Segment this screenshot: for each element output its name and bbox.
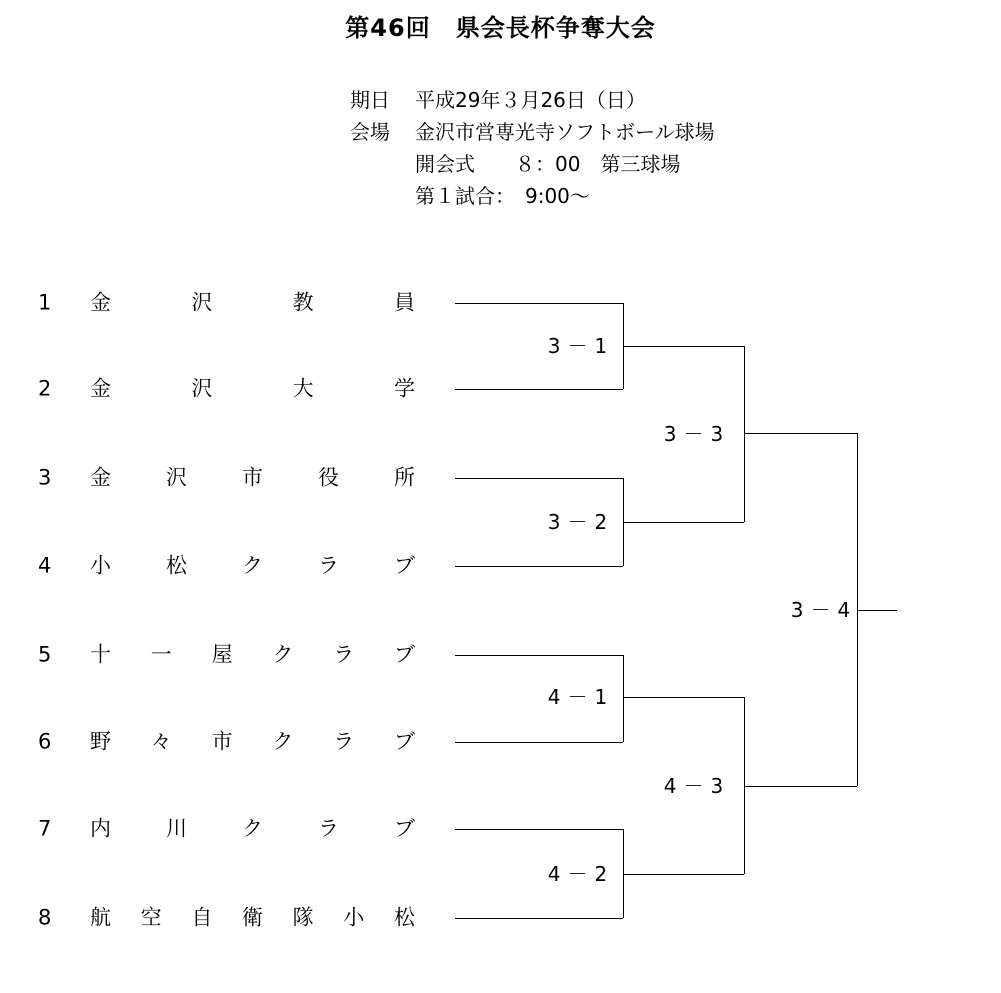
team-name: 航 空 自 衛 隊 小 松	[90, 905, 415, 930]
team-name: 小 松 ク ラ ブ	[90, 553, 415, 578]
bracket-connector-match41	[623, 655, 624, 742]
team-name: 内 川 ク ラ ブ	[90, 816, 415, 841]
team-seed: 1	[38, 290, 52, 315]
team-seed: 3	[38, 465, 52, 490]
match-label-3-2: 3－2	[547, 510, 615, 534]
team-seed: 5	[38, 642, 52, 667]
bracket-line-team1	[455, 303, 623, 304]
match-label-4-2: 4－2	[547, 862, 615, 886]
bracket-line-team8	[455, 918, 623, 919]
team-name: 金 沢 市 役 所	[90, 465, 415, 490]
team-name: 野 々 市 ク ラ ブ	[90, 729, 415, 754]
match-label-3-1: 3－1	[547, 334, 615, 358]
bracket-line-team3	[455, 478, 623, 479]
bracket-winner-line-match33	[744, 433, 857, 434]
venue-value: 金沢市営専光寺ソフトボール球場	[415, 120, 715, 144]
team-seed: 8	[38, 905, 52, 930]
opening-ceremony-line: 開会式 ８：00 第三球場	[415, 152, 681, 176]
bracket-winner-line-match41	[623, 697, 744, 698]
bracket-line-team5	[455, 655, 623, 656]
match-label-3-3: 3－3	[663, 422, 731, 446]
bracket-winner-line-match32	[623, 522, 744, 523]
team-name: 金 沢 大 学	[90, 376, 415, 401]
team-seed: 6	[38, 729, 52, 754]
team-seed: 2	[38, 376, 52, 401]
match-label-3-4: 3－4	[790, 598, 858, 622]
bracket-line-team2	[455, 389, 623, 390]
tournament-title: 第46回 県会長杯争奪大会	[345, 14, 656, 42]
date-value: 平成29年３月26日（日）	[415, 88, 646, 112]
bracket-line-team4	[455, 566, 623, 567]
bracket-champion-line	[857, 610, 897, 611]
bracket-winner-line-match42	[623, 874, 744, 875]
first-game-line: 第１試合： 9:00～	[415, 184, 590, 208]
venue-label: 会場	[350, 120, 390, 144]
bracket-winner-line-match43	[744, 786, 857, 787]
team-name: 十 一 屋 ク ラ ブ	[90, 642, 415, 667]
team-seed: 4	[38, 553, 52, 578]
bracket-line-team7	[455, 829, 623, 830]
bracket-winner-line-match31	[623, 346, 744, 347]
team-seed: 7	[38, 816, 52, 841]
team-name: 金 沢 教 員	[90, 290, 415, 315]
bracket-line-team6	[455, 742, 623, 743]
match-label-4-3: 4－3	[663, 774, 731, 798]
bracket-connector-match33	[744, 346, 745, 522]
match-label-4-1: 4－1	[547, 685, 615, 709]
date-label: 期日	[350, 88, 390, 112]
